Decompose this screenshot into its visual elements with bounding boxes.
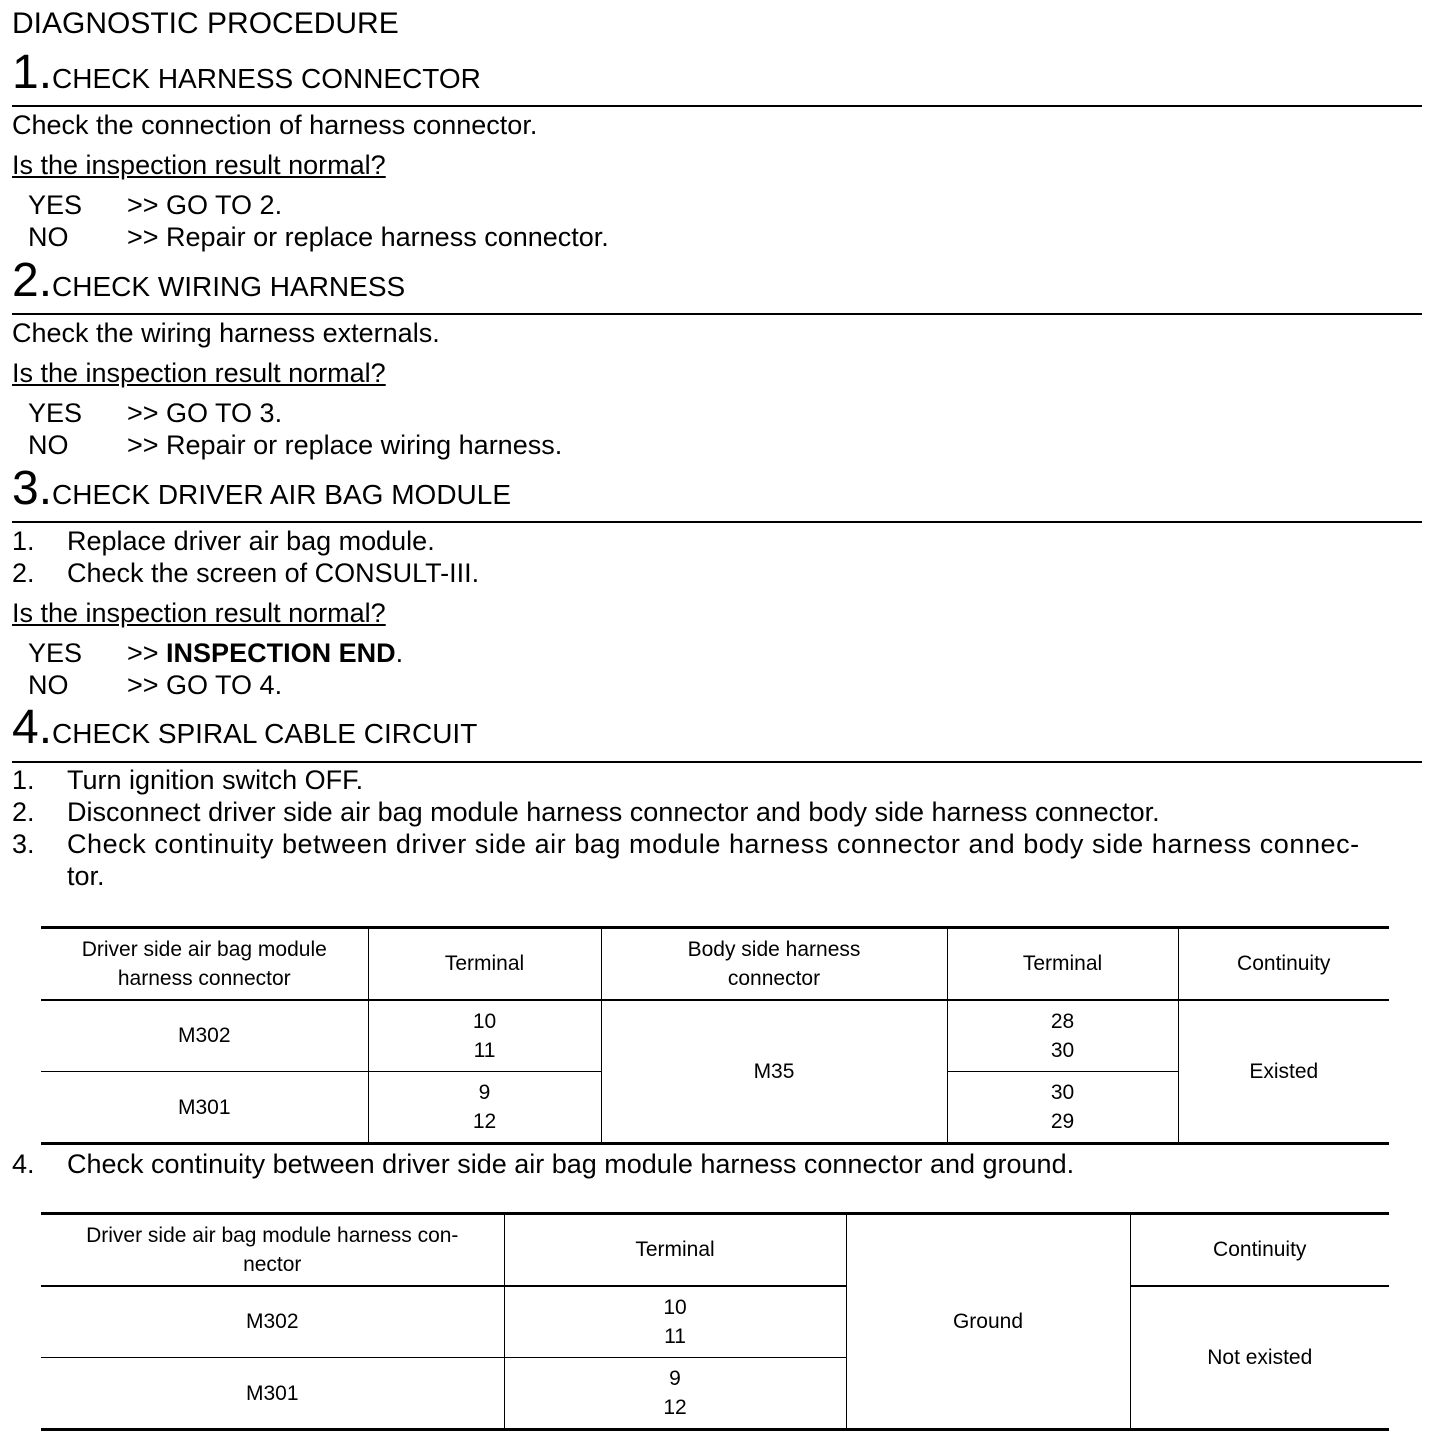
terminal-cell (504, 1286, 846, 1358)
terminal-value: 30 (1050, 1081, 1075, 1104)
step-2-yes-label: YES (28, 398, 83, 428)
terminal-value: 9 (478, 1081, 491, 1104)
step-3-yes-text (127, 638, 403, 669)
header-continuity: Continuity (1130, 1214, 1389, 1286)
page-title: DIAGNOSTIC PROCEDURE (12, 7, 399, 40)
header-driver-connector (41, 928, 368, 1000)
step-2-title: CHECK WIRING HARNESS (52, 271, 406, 302)
terminal-cell (368, 1072, 601, 1144)
table-row (41, 1000, 1389, 1072)
connector-cell: M301 (41, 1072, 368, 1144)
table-header-row (41, 928, 1389, 1000)
connector-cell: M302 (41, 1286, 504, 1358)
list-item-text: Check continuity between driver side air bag module harness connector and body side harness connec- (67, 829, 1360, 859)
step-1-no-text: >> Repair or replace harness connector. (127, 222, 609, 252)
continuity-cell: Not existed (1130, 1286, 1389, 1430)
terminal-cell (504, 1358, 846, 1430)
step-1-instruction: Check the connection of harness connector. (12, 110, 538, 140)
ground-cell: Ground (846, 1214, 1130, 1430)
header-terminal: Terminal (504, 1214, 846, 1286)
step-3-title: CHECK DRIVER AIR BAG MODULE (52, 479, 512, 510)
list-item-text: Turn ignition switch OFF. (67, 765, 364, 795)
list-item-number: 4. (12, 1149, 35, 1179)
list-item-number: 1. (12, 765, 35, 795)
step-4-heading (12, 700, 477, 755)
connector-cell: M301 (41, 1358, 504, 1430)
step-1-yes-text: >> GO TO 2. (127, 190, 283, 220)
terminal-value: 9 (669, 1367, 681, 1390)
terminal-value: 10 (663, 1295, 687, 1319)
list-item-text-continued: tor. (67, 861, 105, 891)
step-2-no-label: NO (28, 430, 69, 460)
step-3-rule (12, 521, 1422, 523)
yes-suffix: . (395, 638, 404, 668)
header-line: connector (727, 966, 821, 990)
step-1-yes-label: YES (28, 190, 83, 220)
step-3-heading (12, 461, 511, 516)
list-item-text: Replace driver air bag module. (67, 526, 435, 556)
terminal-value: 12 (472, 1110, 497, 1133)
table-row (41, 1286, 1389, 1358)
header-body-connector (601, 928, 947, 1000)
step-2-number: 2. (12, 254, 53, 307)
table-header-row (41, 1214, 1389, 1286)
step-2-question: Is the inspection result normal? (12, 358, 386, 388)
step-4-rule (12, 761, 1422, 763)
step-3-yes-label: YES (28, 638, 83, 668)
list-item-text: Disconnect driver side air bag module harness connector and body side harness connector. (67, 797, 1160, 827)
step-2-no-text: >> Repair or replace wiring harness. (127, 430, 563, 460)
header-line: Driver side air bag module harness con- (86, 1223, 459, 1247)
body-connector-cell: M35 (601, 1000, 947, 1144)
step-4-number: 4. (12, 701, 53, 754)
terminal-value: 10 (472, 1009, 497, 1033)
body-terminal-cell (947, 1000, 1178, 1072)
list-item-number: 2. (12, 797, 35, 827)
step-1-title: CHECK HARNESS CONNECTOR (52, 63, 481, 94)
step-2-yes-text: >> GO TO 3. (127, 398, 283, 428)
terminal-value: 12 (663, 1396, 687, 1419)
step-3-question: Is the inspection result normal? (12, 598, 386, 628)
header-continuity: Continuity (1178, 928, 1389, 1000)
step-1-number: 1. (12, 46, 53, 99)
list-item-text: Check continuity between driver side air bag module harness connector and ground. (67, 1149, 1075, 1179)
step-3-no-label: NO (28, 670, 69, 700)
list-item-number: 1. (12, 526, 35, 556)
step-3-number: 3. (12, 462, 53, 515)
step-3-no-text: >> GO TO 4. (127, 670, 283, 700)
terminal-value: 29 (1050, 1110, 1075, 1133)
terminal-value: 28 (1050, 1009, 1075, 1033)
step-2-instruction: Check the wiring harness externals. (12, 318, 440, 348)
terminal-value: 11 (664, 1324, 686, 1348)
continuity-table-ground (41, 1212, 1389, 1431)
list-item-number: 3. (12, 829, 35, 859)
list-item-text: Check the screen of CONSULT-III. (67, 558, 480, 588)
terminal-cell (368, 1000, 601, 1072)
inspection-end-text: INSPECTION END (166, 638, 396, 668)
terminal-value: 11 (473, 1038, 496, 1062)
header-terminal: Terminal (368, 928, 601, 1000)
header-line: harness connector (117, 966, 291, 990)
step-1-heading (12, 45, 481, 100)
header-driver-connector (41, 1214, 504, 1286)
header-line: nector (243, 1252, 302, 1276)
continuity-table-body-side (41, 926, 1389, 1145)
step-1-no-label: NO (28, 222, 69, 252)
terminal-value: 30 (1050, 1038, 1075, 1062)
header-terminal: Terminal (947, 928, 1178, 1000)
list-item-number: 2. (12, 558, 35, 588)
step-4-title: CHECK SPIRAL CABLE CIRCUIT (52, 718, 478, 749)
header-line: Body side harness (687, 937, 861, 961)
continuity-cell: Existed (1178, 1000, 1389, 1144)
body-terminal-cell (947, 1072, 1178, 1144)
step-2-rule (12, 313, 1422, 315)
yes-prefix: >> (127, 638, 167, 668)
connector-cell: M302 (41, 1000, 368, 1072)
step-2-heading (12, 253, 405, 308)
step-1-question: Is the inspection result normal? (12, 150, 386, 180)
step-1-rule (12, 105, 1422, 107)
header-line: Driver side air bag module (81, 937, 327, 961)
